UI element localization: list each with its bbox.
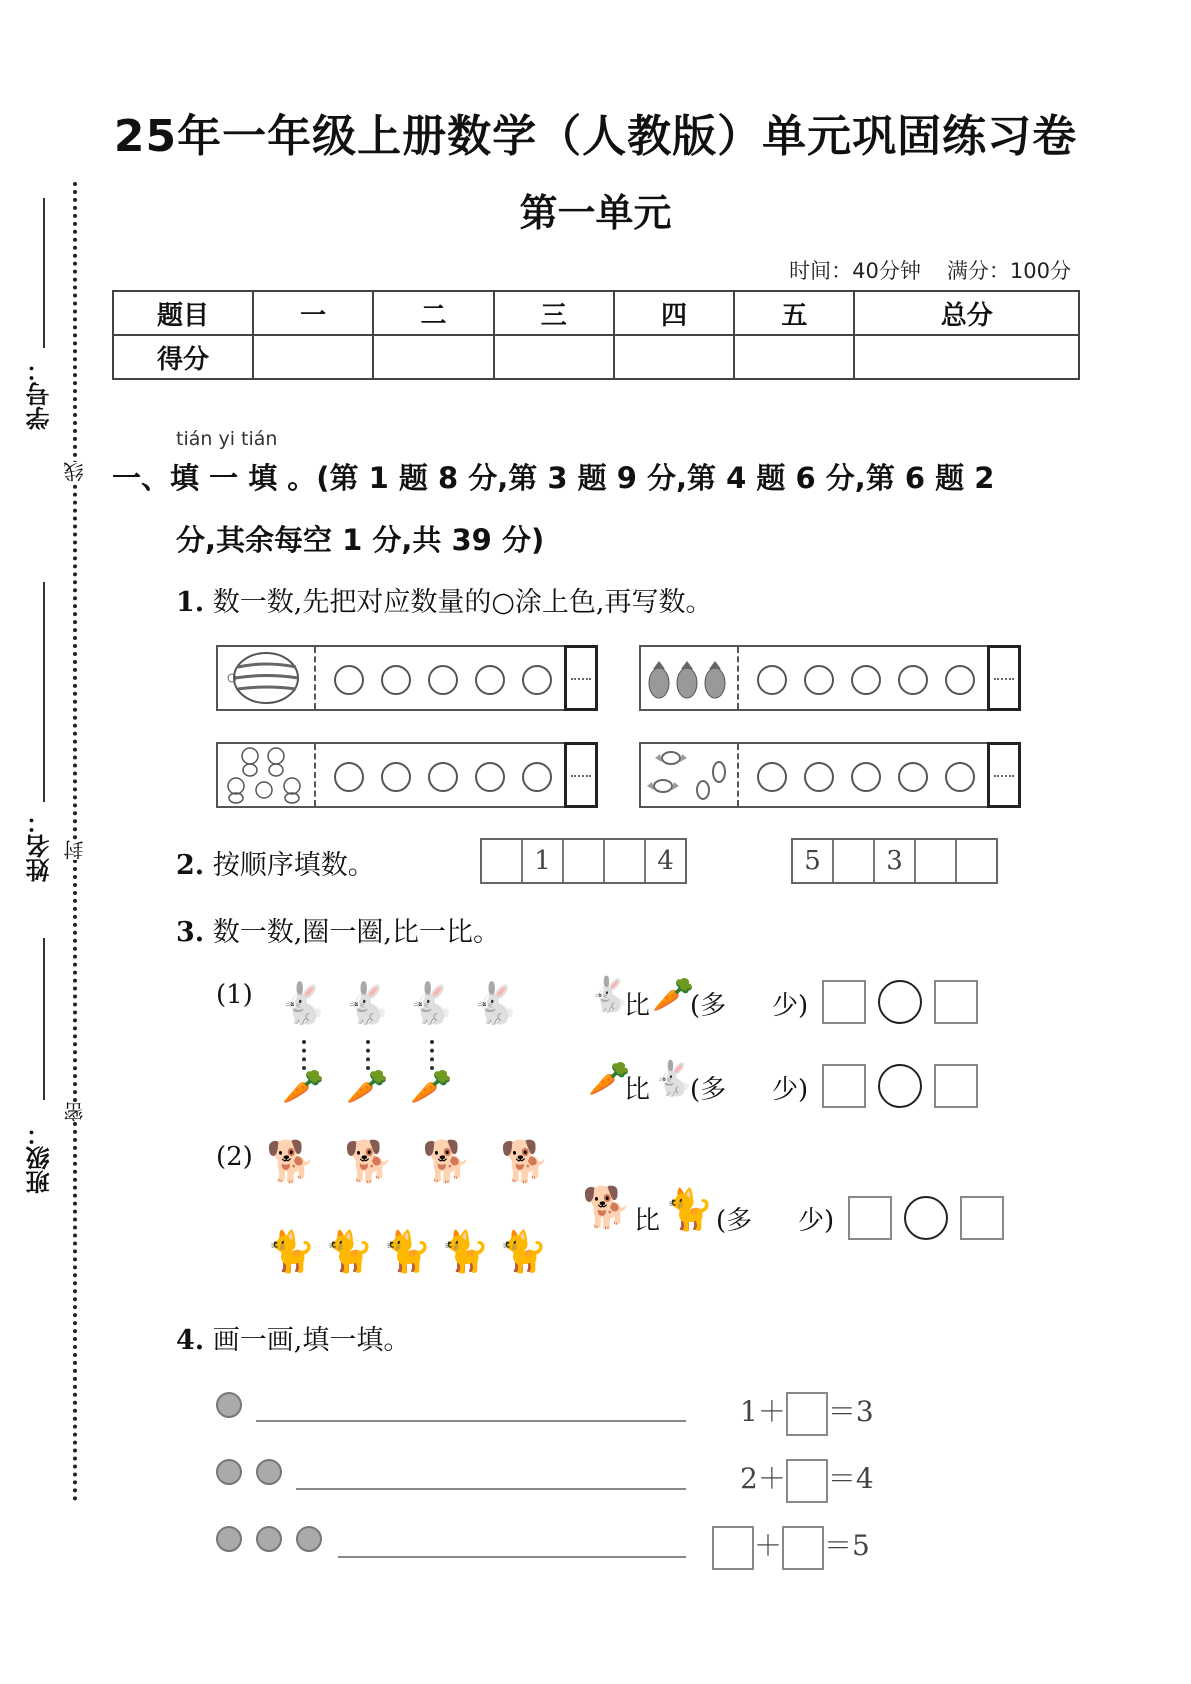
full-score: 满分：100分 xyxy=(946,259,1071,283)
answer-box[interactable] xyxy=(987,742,1021,808)
student-id-label: 学号： xyxy=(26,358,54,430)
color-circle[interactable] xyxy=(851,762,881,792)
rabbit-icon: 🐇 xyxy=(652,1059,695,1099)
cat-icon: 🐈 xyxy=(664,1187,714,1233)
choice-more[interactable]: (多 xyxy=(690,991,727,1021)
color-circle[interactable] xyxy=(428,762,458,792)
exam-meta xyxy=(789,255,1071,285)
equation-lhs: 1＋ xyxy=(740,1395,786,1428)
compare-word: 比 xyxy=(634,1206,661,1236)
color-circle[interactable] xyxy=(334,665,364,695)
color-circle[interactable] xyxy=(757,762,787,792)
count-box-watermelon xyxy=(216,645,598,711)
sequence-cell[interactable] xyxy=(834,840,875,882)
match-line xyxy=(430,1040,434,1070)
color-circle[interactable] xyxy=(757,665,787,695)
answer-circle[interactable] xyxy=(878,1064,922,1108)
carrot-icon: 🥕 xyxy=(282,1067,325,1107)
part-2-label: (2) xyxy=(216,1142,253,1172)
answer-box[interactable] xyxy=(564,742,598,808)
draw-line[interactable] xyxy=(338,1556,686,1558)
score-cell: 一 xyxy=(253,291,373,335)
answer-circle[interactable] xyxy=(878,980,922,1024)
cat-icon: 🐈 xyxy=(382,1229,432,1275)
class-label: 班级： xyxy=(26,1122,54,1194)
sequence-cell[interactable] xyxy=(564,840,605,882)
score-input-cell[interactable] xyxy=(373,335,493,379)
color-circle[interactable] xyxy=(475,762,505,792)
rabbit-icon: 🐇 xyxy=(278,981,328,1027)
score-input-cell[interactable] xyxy=(614,335,734,379)
cat-icon: 🐈 xyxy=(324,1229,374,1275)
equation-blank[interactable] xyxy=(712,1526,754,1570)
equation-row-1 xyxy=(740,1390,874,1436)
color-circle[interactable] xyxy=(851,665,881,695)
score-cell: 五 xyxy=(734,291,854,335)
color-circle[interactable] xyxy=(522,762,552,792)
count-box-eggplant xyxy=(639,645,1021,711)
question-number: 2. xyxy=(176,850,205,881)
sequence-cell[interactable] xyxy=(957,840,996,882)
question-4 xyxy=(176,1318,410,1357)
sequence-cell[interactable] xyxy=(916,840,957,882)
match-line xyxy=(302,1040,306,1070)
question-text: 数一数,先把对应数量的○涂上色,再写数。 xyxy=(212,587,713,618)
part-1-label: (1) xyxy=(216,980,253,1010)
score-table-header-row xyxy=(113,291,1079,335)
rabbit-icon: 🐇 xyxy=(470,981,520,1027)
rabbit-icon: 🐇 xyxy=(406,981,456,1027)
score-input-cell[interactable] xyxy=(734,335,854,379)
dog-icon: 🐕 xyxy=(266,1139,316,1185)
answer-box[interactable] xyxy=(564,645,598,711)
score-cell: 四 xyxy=(614,291,734,335)
equation-rhs: ＝3 xyxy=(827,1395,874,1428)
draw-line[interactable] xyxy=(296,1488,686,1490)
sequence-cell[interactable] xyxy=(482,840,523,882)
gray-dot xyxy=(256,1459,282,1485)
dog-icon: 🐕 xyxy=(582,1185,632,1231)
gray-dot xyxy=(216,1392,242,1418)
choice-less[interactable]: 少) xyxy=(798,1206,835,1236)
seal-secret-label: 密 xyxy=(60,1102,89,1122)
answer-square[interactable] xyxy=(960,1196,1004,1240)
choice-more[interactable]: (多 xyxy=(716,1206,753,1236)
score-input-cell[interactable] xyxy=(854,335,1079,379)
rabbit-icon: 🐇 xyxy=(588,975,631,1015)
seal-line-label: 线 xyxy=(60,462,89,482)
carrot-icon: 🥕 xyxy=(588,1059,631,1099)
student-id-field[interactable] xyxy=(43,198,45,348)
gray-dot xyxy=(216,1526,242,1552)
chick-picture xyxy=(218,744,316,806)
compare-word: 比 xyxy=(624,991,651,1021)
equation-plus: ＋ xyxy=(754,1529,783,1562)
color-circle[interactable] xyxy=(804,665,834,695)
page-title: 25年一年级上册数学（人教版）单元巩固练习卷 xyxy=(113,111,1078,162)
question-number: 4. xyxy=(176,1325,205,1356)
equation-rhs: ＝5 xyxy=(824,1529,870,1562)
question-1 xyxy=(176,580,713,619)
candy-picture xyxy=(641,744,739,806)
carrot-icon: 🥕 xyxy=(346,1067,389,1107)
section-heading-cont: 分,其余每空 1 分,共 39 分) xyxy=(176,523,545,557)
answer-box[interactable] xyxy=(987,645,1021,711)
equation-row-3 xyxy=(712,1524,870,1570)
question-number: 3. xyxy=(176,917,205,948)
choice-more[interactable]: (多 xyxy=(690,1075,727,1105)
pinyin-annotation: tián yi tián xyxy=(176,428,278,450)
question-text: 画一画,填一填。 xyxy=(212,1325,411,1356)
equation-blank[interactable] xyxy=(786,1459,828,1503)
color-circle[interactable] xyxy=(334,762,364,792)
color-circle[interactable] xyxy=(898,762,928,792)
unit-subtitle: 第一单元 xyxy=(519,191,672,235)
time-limit: 时间：40分钟 xyxy=(789,259,921,283)
answer-square[interactable] xyxy=(822,980,866,1024)
sequence-boxes-2 xyxy=(791,838,998,884)
choice-less[interactable]: 少) xyxy=(772,991,809,1021)
rabbit-icon: 🐇 xyxy=(342,981,392,1027)
score-row-label: 得分 xyxy=(113,335,253,379)
eggplant-picture xyxy=(641,647,739,709)
sequence-cell[interactable] xyxy=(605,840,646,882)
name-field[interactable] xyxy=(43,582,45,802)
sequence-cell[interactable]: 5 xyxy=(793,840,834,882)
count-box-candy xyxy=(639,742,1021,808)
dog-icon: 🐕 xyxy=(344,1139,394,1185)
section-heading: 一、填 一 填 。(第 1 题 8 分,第 3 题 9 分,第 4 题 6 分,第 6 题 2 xyxy=(112,461,995,495)
equation-blank[interactable] xyxy=(782,1526,824,1570)
carrot-icon: 🥕 xyxy=(652,975,695,1015)
gray-dot xyxy=(296,1526,322,1552)
score-cell: 二 xyxy=(373,291,493,335)
answer-square[interactable] xyxy=(934,980,978,1024)
score-cell: 三 xyxy=(494,291,614,335)
dog-icon: 🐕 xyxy=(422,1139,472,1185)
sequence-cell[interactable]: 4 xyxy=(657,846,674,876)
equation-rhs: ＝4 xyxy=(827,1462,874,1495)
color-circle[interactable] xyxy=(898,665,928,695)
color-circle[interactable] xyxy=(804,762,834,792)
color-circle[interactable] xyxy=(945,665,975,695)
cat-icon: 🐈 xyxy=(266,1229,316,1275)
color-circle[interactable] xyxy=(381,665,411,695)
score-table xyxy=(112,290,1080,380)
answer-square[interactable] xyxy=(934,1064,978,1108)
watermelon-picture xyxy=(218,647,316,709)
color-circle[interactable] xyxy=(381,762,411,792)
class-field[interactable] xyxy=(43,938,45,1100)
question-number: 1. xyxy=(176,587,205,618)
match-line xyxy=(366,1040,370,1070)
count-box-chick xyxy=(216,742,598,808)
answer-circle[interactable] xyxy=(904,1196,948,1240)
color-circle[interactable] xyxy=(945,762,975,792)
carrot-icon: 🥕 xyxy=(410,1067,453,1107)
cat-icon: 🐈 xyxy=(440,1229,490,1275)
question-3 xyxy=(176,910,500,949)
cat-icon: 🐈 xyxy=(498,1229,548,1275)
dog-icon: 🐕 xyxy=(500,1139,550,1185)
choice-less[interactable]: 少) xyxy=(772,1075,809,1105)
color-circle[interactable] xyxy=(475,665,505,695)
color-circle[interactable] xyxy=(522,665,552,695)
equation-lhs: 2＋ xyxy=(740,1462,786,1495)
equation-row-2 xyxy=(740,1457,874,1503)
color-circle[interactable] xyxy=(428,665,458,695)
score-input-cell[interactable] xyxy=(494,335,614,379)
equation-blank[interactable] xyxy=(786,1392,828,1436)
question-text: 数一数,圈一圈,比一比。 xyxy=(212,917,500,948)
seal-seal-label: 封 xyxy=(60,840,89,860)
question-text: 按顺序填数。 xyxy=(212,850,375,881)
sequence-boxes-1 xyxy=(480,838,687,884)
score-table-score-row xyxy=(113,335,1079,379)
sequence-cell[interactable]: 3 xyxy=(875,840,916,882)
answer-square[interactable] xyxy=(848,1196,892,1240)
name-label: 姓名： xyxy=(26,810,54,882)
sequence-cell[interactable]: 1 xyxy=(523,840,564,882)
score-input-cell[interactable] xyxy=(253,335,373,379)
score-cell: 总分 xyxy=(854,291,1079,335)
draw-line[interactable] xyxy=(256,1420,686,1422)
answer-square[interactable] xyxy=(822,1064,866,1108)
compare-word: 比 xyxy=(624,1075,651,1105)
gray-dot xyxy=(216,1459,242,1485)
question-2 xyxy=(176,843,375,882)
score-cell: 题目 xyxy=(113,291,253,335)
gray-dot xyxy=(256,1526,282,1552)
